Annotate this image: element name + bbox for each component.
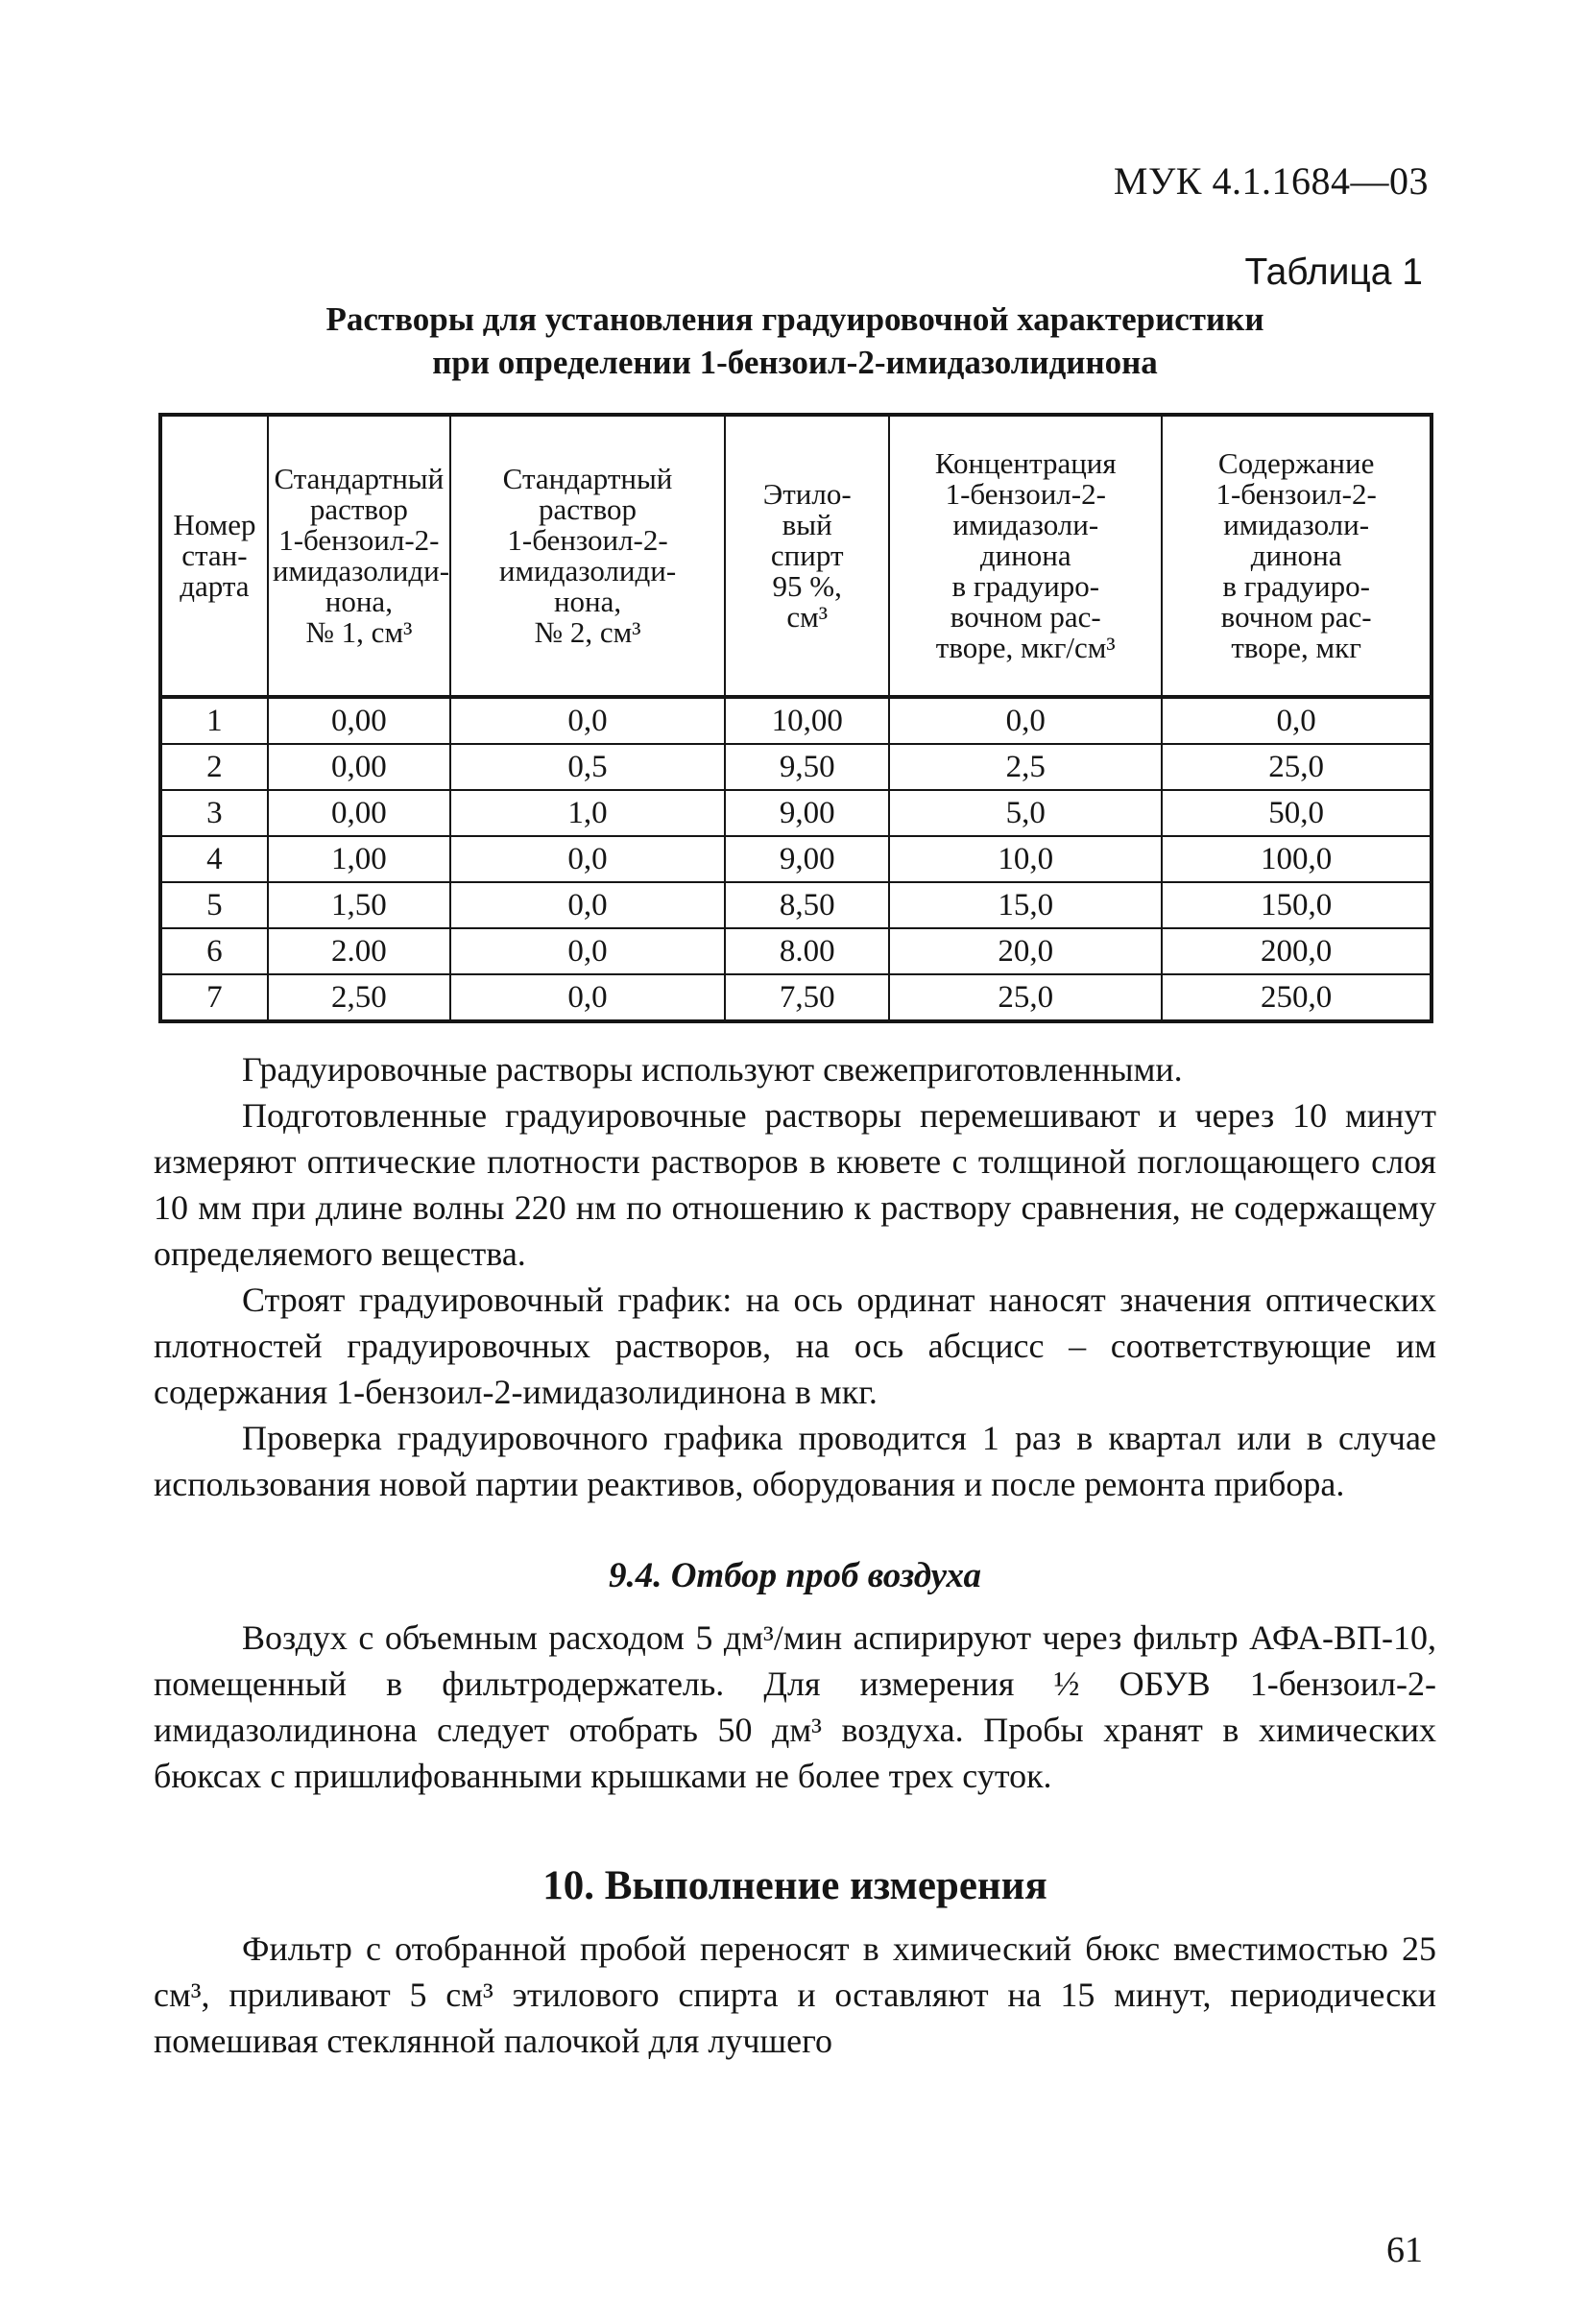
- table-cell: 10,0: [889, 836, 1162, 882]
- table-row: [160, 836, 1432, 882]
- table-cell: 0,0: [450, 882, 725, 928]
- table-cell: 4: [160, 836, 268, 882]
- table-row: [160, 790, 1432, 836]
- table-cell: 0,0: [889, 697, 1162, 744]
- table-row: [160, 974, 1432, 1021]
- table-cell: 9,00: [725, 836, 889, 882]
- chapter-heading-measurement: 10. Выполнение измерения: [542, 1863, 1047, 1908]
- table-title-line-2: при определении 1-бензоил-2-имидазолидинона: [432, 344, 1158, 381]
- body-text-section-c: [154, 1926, 1436, 2064]
- table-cell: 50,0: [1162, 790, 1432, 836]
- table-row: [160, 882, 1432, 928]
- table-cell: 10,00: [725, 697, 889, 744]
- table-cell: 0,00: [268, 790, 450, 836]
- table-cell: 2,50: [268, 974, 450, 1021]
- table-cell: 150,0: [1162, 882, 1432, 928]
- table-cell: 7: [160, 974, 268, 1021]
- column-header-content: Содержание 1-бензоил-2- имидазоли- динона в градуиро- вочном рас- творе, мкг: [1162, 415, 1432, 697]
- table-row: [160, 928, 1432, 974]
- table-cell: 1,00: [268, 836, 450, 882]
- table-row: [160, 697, 1432, 744]
- table-cell: 8,50: [725, 882, 889, 928]
- table-cell: 1,0: [450, 790, 725, 836]
- paragraph: Проверка градуировочного графика проводится 1 раз в квартал или в случае использования новой партии реактивов, оборудования и после ремонта прибора.: [154, 1419, 1436, 1503]
- calibration-table: [158, 413, 1433, 1023]
- table-title: [154, 298, 1436, 384]
- table-cell: 2: [160, 744, 268, 790]
- table-cell: 9,50: [725, 744, 889, 790]
- table-cell: 2.00: [268, 928, 450, 974]
- table-cell: 5: [160, 882, 268, 928]
- paragraph: Фильтр с отобранной пробой переносят в химический бюкс вместимостью 25 см³, приливают 5 см³ этилового спирта и оставляют на 15 минут, периодически помешивая стеклянной палочкой для лучшего: [154, 1929, 1436, 2060]
- paragraph: Строят градуировочный график: на ось ординат наносят значения оптических плотностей градуировочных растворов, на ось абсцисс – соответствующие им содержания 1-бензоил-2-имидазолидинона в мкг.: [154, 1281, 1436, 1411]
- table-cell: 1,50: [268, 882, 450, 928]
- table-cell: 2,5: [889, 744, 1162, 790]
- table-cell: 250,0: [1162, 974, 1432, 1021]
- table-cell: 7,50: [725, 974, 889, 1021]
- paragraph: Воздух с объемным расходом 5 дм³/мин аспирируют через фильтр АФА-ВП-10, помещенный в фильтродержатель. Для измерения ½ ОБУВ 1-бензоил-2-имидазолидинона следует отобрать 50 дм³ воздуха. Пробы хранят в химических бюксах с пришлифованными крышками не более трех суток.: [154, 1618, 1436, 1795]
- table-title-line-1: Растворы для установления градуировочной характеристики: [325, 300, 1264, 338]
- paragraph: Подготовленные градуировочные растворы перемешивают и через 10 минут измеряют оптические плотности растворов в кювете с толщиной поглощающего слоя 10 мм при длине волны 220 нм по отношению к раствору сравнения, не содержащему определяемого вещества.: [154, 1096, 1436, 1273]
- table-cell: 25,0: [889, 974, 1162, 1021]
- page-number: 61: [1386, 2230, 1423, 2270]
- table-cell: 0,00: [268, 744, 450, 790]
- table-cell: 0,0: [450, 836, 725, 882]
- table-row: [160, 744, 1432, 790]
- table-cell: 8.00: [725, 928, 889, 974]
- table-cell: 20,0: [889, 928, 1162, 974]
- table-cell: 0,0: [450, 697, 725, 744]
- document-code: МУК 4.1.1684—03: [1113, 159, 1429, 203]
- paragraph: Градуировочные растворы используют свежеприготовленными.: [242, 1050, 1183, 1089]
- section-heading-air-sampling: 9.4. Отбор проб воздуха: [608, 1556, 982, 1595]
- table-cell: 200,0: [1162, 928, 1432, 974]
- table-cell: 3: [160, 790, 268, 836]
- table-cell: 100,0: [1162, 836, 1432, 882]
- table-cell: 0,5: [450, 744, 725, 790]
- table-body: [160, 697, 1432, 1021]
- table-cell: 15,0: [889, 882, 1162, 928]
- table-cell: 1: [160, 697, 268, 744]
- table-cell: 0,00: [268, 697, 450, 744]
- table-cell: 0,0: [1162, 697, 1432, 744]
- table-cell: 5,0: [889, 790, 1162, 836]
- column-header-standard-solution-1: Стандартный раствор 1-бензоил-2- имидазолиди- нона, № 1, см³: [268, 415, 450, 697]
- body-text-section-b: [154, 1615, 1436, 1799]
- table-label: Таблица 1: [1244, 252, 1423, 293]
- table-cell: 6: [160, 928, 268, 974]
- table-cell: 9,00: [725, 790, 889, 836]
- column-header-standard-solution-2: Стандартный раствор 1-бензоил-2- имидазолиди- нона, № 2, см³: [450, 415, 725, 697]
- column-header-standard-number: Номер стан- дарта: [160, 415, 268, 697]
- body-text-section-a: [154, 1046, 1436, 1507]
- column-header-concentration: Концентрация 1-бензоил-2- имидазоли- динона в градуиро- вочном рас- творе, мкг/см³: [889, 415, 1162, 697]
- table-cell: 25,0: [1162, 744, 1432, 790]
- table-cell: 0,0: [450, 974, 725, 1021]
- table-cell: 0,0: [450, 928, 725, 974]
- column-header-ethanol: Этило- вый спирт 95 %, см³: [725, 415, 889, 697]
